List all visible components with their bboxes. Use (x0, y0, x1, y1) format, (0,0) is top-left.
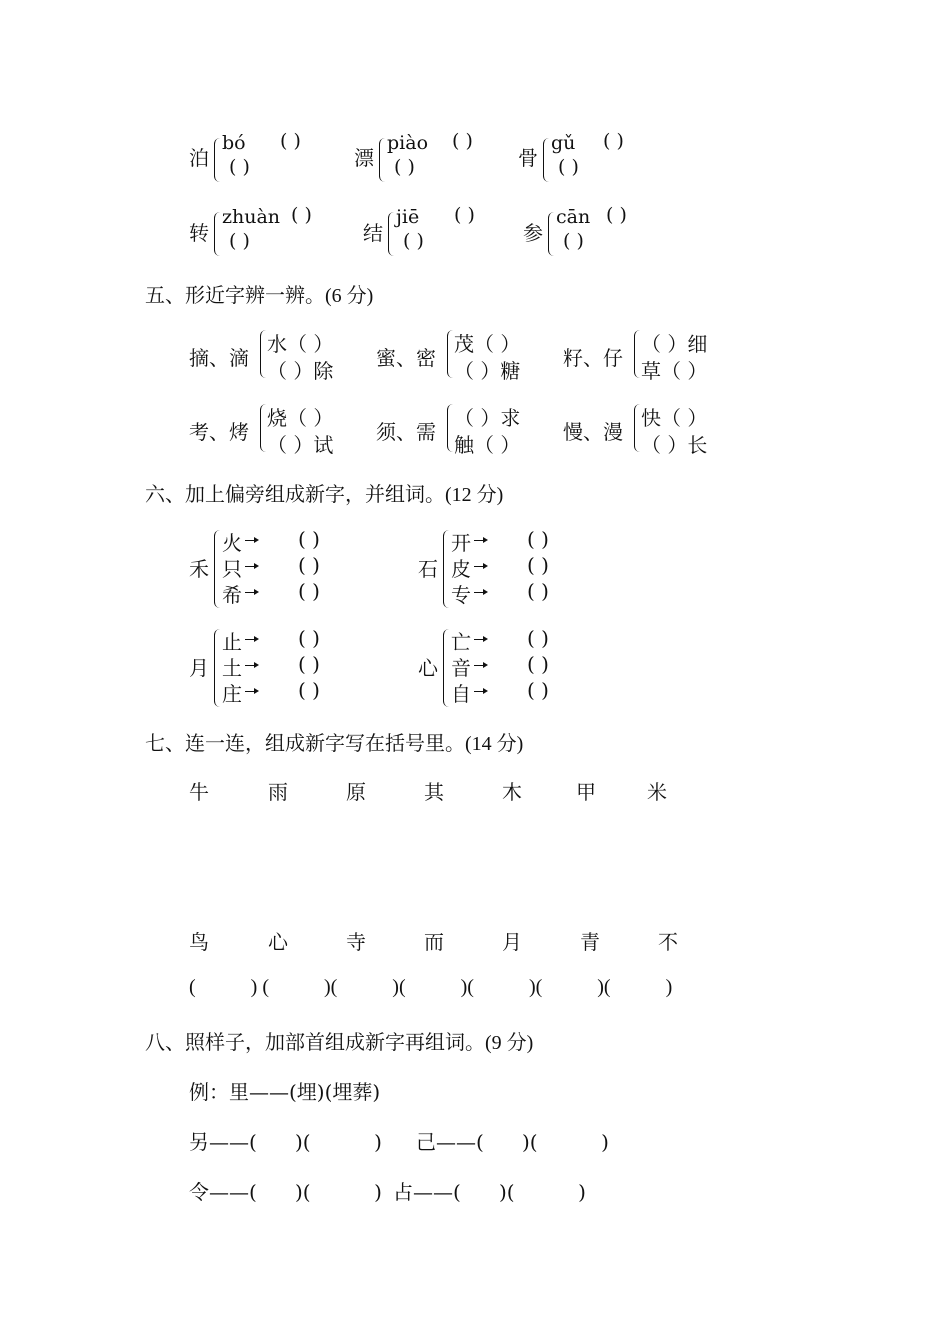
polyphone-char: 结 (363, 221, 383, 245)
match-top-char[interactable]: 牛 (189, 780, 209, 804)
match-bottom-char[interactable]: 青 (580, 930, 600, 954)
answer-blank[interactable]: ( ) (527, 678, 549, 702)
pinyin: zhuàn (222, 206, 281, 228)
polyphone-char: 漂 (354, 146, 374, 170)
answer-blank[interactable]: ( ) (298, 626, 320, 650)
section-title: 七、连一连，组成新字写在括号里。 (145, 731, 465, 755)
word-blank[interactable]: 草（ ） (641, 359, 708, 383)
answer-blank[interactable]: ( ) (229, 230, 250, 252)
answer-blank[interactable]: ( ) (229, 156, 250, 178)
example-line: 例：里——(埋)(埋葬) (189, 1080, 381, 1104)
word-blank[interactable]: （ ）细 (641, 332, 708, 356)
answer-blank[interactable]: ( ) (527, 579, 549, 603)
match-bottom-char[interactable]: 心 (268, 930, 288, 954)
answer-blank[interactable]: ( ) (454, 204, 475, 226)
answer-blank[interactable]: ( ) (394, 156, 415, 178)
polyphone-char: 骨 (518, 146, 538, 170)
section-8-heading (145, 1026, 533, 1055)
component: 土 (222, 656, 242, 680)
arrow-icon (474, 691, 486, 692)
match-bottom-char[interactable]: 月 (502, 930, 522, 954)
arrow-icon (474, 592, 486, 593)
answer-blank[interactable]: ( ) (298, 527, 320, 551)
answer-blank[interactable]: ( ) (452, 130, 473, 152)
char-pair: 须、需 (376, 420, 436, 444)
arrow-icon (245, 592, 257, 593)
answer-blank[interactable]: ( ) (298, 553, 320, 577)
word-blank[interactable]: （ ）长 (641, 433, 708, 457)
pinyin: gǔ (551, 132, 576, 154)
arrow-icon (474, 540, 486, 541)
word-blank[interactable]: 快（ ） (641, 406, 708, 430)
answer-blank[interactable]: ( ) (291, 204, 312, 226)
component: 亡 (451, 630, 471, 654)
answer-blank[interactable]: ( ) (527, 652, 549, 676)
section-6-heading (145, 478, 503, 507)
polyphone-char: 转 (189, 221, 209, 245)
match-top-char[interactable]: 雨 (268, 780, 288, 804)
component: 庄 (222, 682, 242, 706)
brace (214, 212, 221, 256)
polyphone-char: 泊 (189, 146, 209, 170)
pinyin: jiē (396, 206, 420, 228)
component: 皮 (451, 557, 471, 581)
brace (548, 212, 555, 256)
match-bottom-char[interactable]: 寺 (346, 930, 366, 954)
arrow-icon (245, 566, 257, 567)
brace (260, 330, 267, 378)
brace (214, 138, 221, 182)
section-title: 八、照样子，加部首组成新字再组词。 (145, 1030, 485, 1054)
section-title: 五、形近字辨一辨。 (145, 283, 325, 307)
match-top-char[interactable]: 原 (346, 780, 366, 804)
char-pair: 籽、仔 (563, 346, 623, 370)
exercise-line[interactable]: 己——( )( ) (416, 1130, 609, 1154)
word-blank[interactable]: （ ）除 (267, 359, 334, 383)
answer-blank[interactable]: ( ) (280, 130, 301, 152)
brace (214, 530, 221, 608)
match-bottom-char[interactable]: 不 (658, 930, 678, 954)
word-blank[interactable]: 烧（ ） (267, 406, 334, 430)
answer-blank[interactable]: ( ) (298, 652, 320, 676)
brace (443, 629, 450, 707)
brace (214, 629, 221, 707)
brace (447, 330, 454, 378)
arrow-icon (245, 665, 257, 666)
match-top-char[interactable]: 其 (424, 780, 444, 804)
section-points: (12 分) (445, 484, 504, 506)
answer-blank[interactable]: ( ) (298, 579, 320, 603)
polyphone-char: 参 (523, 221, 543, 245)
radical: 石 (418, 557, 438, 581)
arrow-icon (245, 540, 257, 541)
arrow-icon (245, 691, 257, 692)
brace (634, 404, 641, 452)
component: 希 (222, 583, 242, 607)
section-points: (14 分) (465, 733, 524, 755)
pinyin: cān (556, 206, 591, 228)
radical: 禾 (189, 557, 209, 581)
word-blank[interactable]: （ ）糖 (454, 359, 521, 383)
answer-blank[interactable]: ( ) (527, 626, 549, 650)
answer-blank[interactable]: ( ) (403, 230, 424, 252)
arrow-icon (245, 639, 257, 640)
section-points: (6 分) (325, 285, 374, 307)
exercise-line[interactable]: 令——( )( ) (189, 1180, 382, 1204)
component: 专 (451, 583, 471, 607)
section-title: 六、加上偏旁组成新字，并组词。 (145, 482, 445, 506)
exercise-line[interactable]: 另——( )( ) (189, 1130, 382, 1154)
match-bottom-char[interactable]: 鸟 (189, 930, 209, 954)
brace (447, 404, 454, 452)
brace (634, 330, 641, 378)
arrow-icon (474, 566, 486, 567)
arrow-icon (474, 665, 486, 666)
match-top-char[interactable]: 甲 (576, 780, 596, 804)
exercise-line[interactable]: 占——( )( ) (393, 1180, 586, 1204)
answer-blank[interactable]: ( ) (527, 527, 549, 551)
brace (260, 404, 267, 452)
answer-blank[interactable]: ( ) (603, 130, 624, 152)
word-blank[interactable]: 触（ ） (454, 433, 521, 457)
char-pair: 摘、滴 (189, 346, 249, 370)
brace (379, 138, 386, 182)
section-7-heading (145, 727, 523, 756)
answer-blank[interactable]: ( ) (563, 230, 584, 252)
radical: 心 (418, 656, 438, 680)
word-blank[interactable]: （ ）试 (267, 433, 334, 457)
answer-blank[interactable]: ( ) (558, 156, 579, 178)
component: 自 (451, 682, 471, 706)
brace (443, 530, 450, 608)
answer-blank[interactable]: ( ) (527, 553, 549, 577)
char-pair: 慢、漫 (563, 420, 623, 444)
word-blank[interactable]: （ ）求 (454, 406, 521, 430)
component: 火 (222, 531, 242, 555)
match-top-char[interactable]: 米 (647, 780, 667, 804)
pinyin: bó (222, 132, 246, 154)
answer-blank[interactable]: ( ) (298, 678, 320, 702)
answer-blank[interactable]: ( ) (606, 204, 627, 226)
section-points: (9 分) (485, 1032, 534, 1054)
char-pair: 蜜、密 (376, 346, 436, 370)
component: 音 (451, 656, 471, 680)
component: 只 (222, 557, 242, 581)
pinyin: piào (387, 132, 429, 154)
answer-row[interactable]: ( ) ( )( )( )( )( )( ) (189, 976, 673, 998)
radical: 月 (189, 656, 209, 680)
component: 止 (222, 630, 242, 654)
word-blank[interactable]: 水（ ） (267, 332, 334, 356)
section-5-heading (145, 279, 373, 308)
match-top-char[interactable]: 木 (502, 780, 522, 804)
brace (388, 212, 395, 256)
component: 开 (451, 531, 471, 555)
arrow-icon (474, 639, 486, 640)
word-blank[interactable]: 茂（ ） (454, 332, 521, 356)
char-pair: 考、烤 (189, 420, 249, 444)
brace (543, 138, 550, 182)
match-bottom-char[interactable]: 而 (424, 930, 444, 954)
